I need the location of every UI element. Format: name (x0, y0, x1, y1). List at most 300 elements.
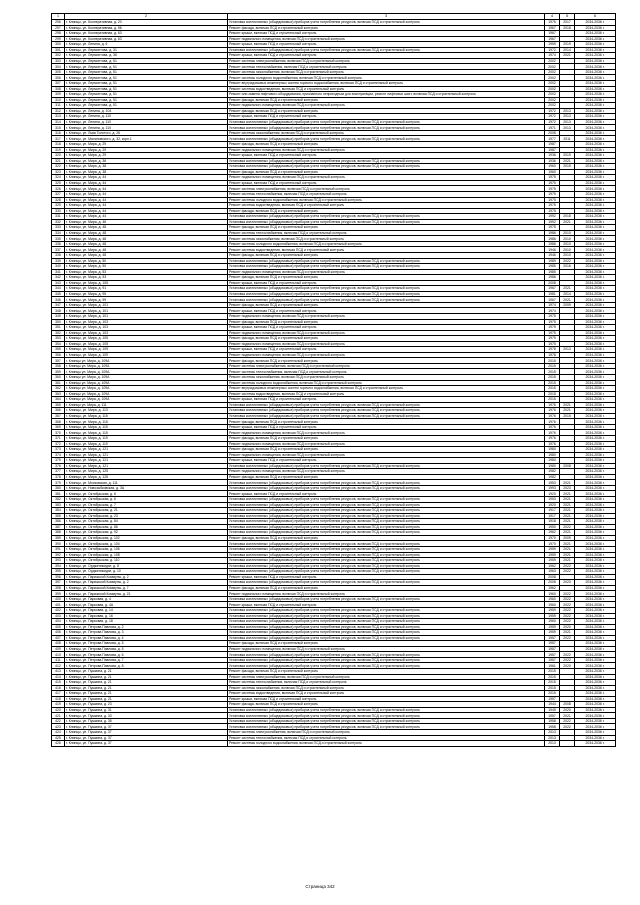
build-year-cell: 1958 (545, 718, 560, 724)
work-type-cell: Установка коллективных (общедомовых) приборов учета потребления ресурсов, включая ПСД и строительный контроль (228, 47, 545, 53)
row-number: 366 (52, 408, 65, 414)
work-type-cell: Установка коллективных (общедомовых) приборов учета потребления ресурсов, включая ПСД и строительный контроль (228, 164, 545, 170)
planned-period-cell: 2034-2036 г. (575, 280, 616, 286)
work-type-cell: Ремонт системы теплоснабжения, включая ПСД и строительный контроль (228, 735, 545, 741)
last-repair-year-cell: 2021 (560, 480, 575, 486)
work-type-cell: Установка коллективных (общедомовых) приборов учета потребления ресурсов, включая ПСД и строительный контроль (228, 497, 545, 503)
planned-period-cell: 2034-2036 г. (575, 680, 616, 686)
work-type-cell: Ремонт фасада, включая ПСД и строительный контроль (228, 302, 545, 308)
build-year-cell: 1959 (545, 546, 560, 552)
planned-period-cell: 2034-2036 г. (575, 741, 616, 747)
planned-period-cell: 2034-2036 г. (575, 563, 616, 569)
build-year-cell: 1972 (545, 114, 560, 120)
work-type-cell: Ремонт крыши, включая ПСД и строительный контроль (228, 42, 545, 48)
last-repair-year-cell: 2018 (560, 214, 575, 220)
row-number: 330 (52, 208, 65, 214)
build-year-cell: 1971 (545, 125, 560, 131)
build-year-cell: 1972 (545, 108, 560, 114)
row-number: 338 (52, 252, 65, 258)
last-repair-year-cell: 2021 (560, 297, 575, 303)
work-type-cell: Ремонт системы газоснабжения, включая ПСД и строительный контроль (228, 236, 545, 242)
address-cell: г. Клинцы, ул. Мира, д. 101 (65, 313, 228, 319)
address-cell: г. Клинцы, ул. Октябрьская, д. 23 (65, 513, 228, 519)
work-type-cell: Ремонт подвального помещения, включая ПСД и строительный контроль (228, 175, 545, 181)
work-type-cell: Ремонт системы водоотведения, включая ПСД и строительный контроль (228, 691, 545, 697)
build-year-cell: 1976 (545, 430, 560, 436)
work-type-cell: Установка коллективных (общедомовых) приборов учета потребления ресурсов, включая ПСД и строительный контроль (228, 619, 545, 625)
work-type-cell: Ремонт крыши, включая ПСД и строительный контроль (228, 53, 545, 59)
build-year-cell: 1974 (545, 308, 560, 314)
last-repair-year-cell: 2022 (560, 602, 575, 608)
row-number: 409 (52, 646, 65, 652)
work-type-cell: Установка коллективных (общедомовых) приборов учета потребления ресурсов, включая ПСД и строительный контроль (228, 480, 545, 486)
build-year-cell: 2015 (545, 397, 560, 403)
address-cell: г. Клинцы, ул. Мира, д. 109 (65, 352, 228, 358)
work-type-cell: Ремонт подвального помещения, включая ПСД и строительный контроль (228, 103, 545, 109)
row-number: 345 (52, 291, 65, 297)
address-cell: г. Клинцы, ул. Мира, д. 38 (65, 169, 228, 175)
address-cell: г. Клинцы, ул. Мира, д. 48 (65, 252, 228, 258)
work-type-cell: Установка коллективных (общедомовых) приборов учета потребления ресурсов, включая ПСД и строительный контроль (228, 158, 545, 164)
planned-period-cell: 2034-2036 г. (575, 319, 616, 325)
work-type-cell: Установка коллективных (общедомовых) приборов учета потребления ресурсов, включая ПСД и строительный контроль (228, 125, 545, 131)
row-number: 337 (52, 247, 65, 253)
work-type-cell: Ремонт системы электроснабжения, включая ПСД и строительный контроль (228, 730, 545, 736)
row-number: 344 (52, 286, 65, 292)
build-year-cell: 1946 (545, 247, 560, 253)
build-year-cell: 1986 (545, 236, 560, 242)
row-number: 323 (52, 169, 65, 175)
work-type-cell: Ремонт подвального помещения, включая ПСД и строительный контроль (228, 591, 545, 597)
address-cell: г. Клинцы, ул. Кооперативная, д. 63 (65, 36, 228, 42)
planned-period-cell: 2034-2036 г. (575, 668, 616, 674)
planned-period-cell: 2034-2036 г. (575, 463, 616, 469)
planned-period-cell: 2034-2036 г. (575, 558, 616, 564)
work-type-cell: Ремонт фасада, включая ПСД и строительный контроль (228, 436, 545, 442)
last-repair-year-cell: 2021 (560, 497, 575, 503)
planned-period-cell: 2034-2036 г. (575, 541, 616, 547)
build-year-cell: 1957 (545, 641, 560, 647)
address-cell: г. Клинцы ул. Мира, д. 109А (65, 363, 228, 369)
work-type-cell: Установка коллективных (общедомовых) приборов учета потребления ресурсов, включая ПСД и строительный контроль (228, 552, 545, 558)
work-type-cell: Установка коллективных (общедомовых) приборов учета потребления ресурсов, включая ПСД и строительный контроль (228, 541, 545, 547)
planned-period-cell: 2034-2036 г. (575, 569, 616, 575)
planned-period-cell: 2034-2036 г. (575, 519, 616, 525)
work-type-cell: Ремонт системы газоснабжения, включая ПСД и строительный контроль (228, 375, 545, 381)
row-number: 339 (52, 258, 65, 264)
row-number: 340 (52, 264, 65, 270)
planned-period-cell: 2034-2036 г. (575, 341, 616, 347)
planned-period-cell: 2034-2036 г. (575, 258, 616, 264)
build-year-cell: 1949 (545, 707, 560, 713)
address-cell: г. Клинцы, ул. Мира, д. 44 (65, 197, 228, 203)
last-repair-year-cell: 2020 (560, 624, 575, 630)
work-type-cell: Установка коллективных (общедомовых) приборов учета потребления ресурсов, включая ПСД и строительный контроль (228, 119, 545, 125)
planned-period-cell: 2034-2036 г. (575, 375, 616, 381)
last-repair-year-cell: 2021 (560, 530, 575, 536)
work-type-cell: Ремонт системы теплоснабжения, включая ПСД и строительный контроль (228, 680, 545, 686)
address-cell: г. Клинцы, ул. Октябрьская, д. 84 (65, 519, 228, 525)
planned-period-cell: 2034-2036 г. (575, 502, 616, 508)
work-type-cell: Ремонт фасада, включая ПСД и строительный контроль (228, 97, 545, 103)
work-type-cell: Установка коллективных (общедомовых) приборов учета потребления ресурсов, включая ПСД и строительный контроль (228, 291, 545, 297)
work-type-cell: Ремонт подвального помещения, включая ПСД и строительный контроль (228, 269, 545, 275)
build-year-cell: 1993 (545, 485, 560, 491)
row-number: 352 (52, 330, 65, 336)
last-repair-year-cell: 2010 (560, 247, 575, 253)
work-type-cell: Ремонт системы электроснабжения, включая ПСД и строительный контроль (228, 186, 545, 192)
build-year-cell: 2015 (545, 386, 560, 392)
row-number: 390 (52, 541, 65, 547)
build-year-cell: 1992 (545, 214, 560, 220)
last-repair-year-cell (560, 741, 575, 747)
address-cell: г. Клинцы, ул. Ленина, д. 110 (65, 114, 228, 120)
address-cell: г. Клинцы, ул. Мира, д. 121 (65, 463, 228, 469)
row-number: 348 (52, 308, 65, 314)
row-number: 408 (52, 641, 65, 647)
build-year-cell: 1974 (545, 53, 560, 59)
work-type-cell: Установка коллективных (общедомовых) приборов учета потребления ресурсов, включая ПСД и строительный контроль (228, 624, 545, 630)
address-cell: г. Клинцы ул. Мира, д. 109А (65, 369, 228, 375)
row-number: 426 (52, 741, 65, 747)
address-cell: г. Клинцы, ул. Октябрьская, д. 86 (65, 524, 228, 530)
planned-period-cell: 2034-2036 г. (575, 208, 616, 214)
planned-period-cell: 2034-2036 г. (575, 657, 616, 663)
build-year-cell: 1982 (545, 474, 560, 480)
build-year-cell: 1975 (545, 191, 560, 197)
work-type-cell: Ремонт фасада, включая ПСД и строительный контроль (228, 208, 545, 214)
address-cell: г. Клинцы, ул. Малиновского, д. 32, корп.1 (65, 136, 228, 142)
last-repair-year-cell: 2019 (560, 153, 575, 159)
build-year-cell: 1957 (545, 635, 560, 641)
work-type-cell: Ремонт фасада, включая ПСД и строительный контроль (228, 169, 545, 175)
planned-period-cell: 2034-2036 г. (575, 635, 616, 641)
row-number: 335 (52, 236, 65, 242)
build-year-cell: 2015 (545, 363, 560, 369)
row-number: 326 (52, 186, 65, 192)
planned-period-cell: 2034-2036 г. (575, 413, 616, 419)
work-type-cell: Ремонт системы водоотведения, включая ПСД и строительный контроль (228, 203, 545, 209)
address-cell: г. Клинцы, ул. Кооперативная, д. 20 (65, 20, 228, 26)
planned-period-cell: 2034-2036 г. (575, 169, 616, 175)
planned-period-cell: 2034-2036 г. (575, 691, 616, 697)
work-type-cell: Установка коллективных (общедомовых) приборов учета потребления ресурсов, включая ПСД и строительный контроль (228, 657, 545, 663)
build-year-cell: 1989 (545, 258, 560, 264)
address-cell: г. Клинцы, ул. Пушкина, д. 37 (65, 741, 228, 747)
work-type-cell: Установка коллективных (общедомовых) приборов учета потребления ресурсов, включая ПСД и строительный контроль (228, 413, 545, 419)
address-cell: г. Клинцы, ул. Ленина, д. 110 (65, 125, 228, 131)
address-cell: г. Клинцы, ул. Мира, д. 50 (65, 264, 228, 270)
build-year-cell: 1959 (545, 607, 560, 613)
row-number: 309 (52, 92, 65, 98)
row-number: 410 (52, 652, 65, 658)
row-number: 304 (52, 64, 65, 70)
row-number: 308 (52, 86, 65, 92)
row-number: 346 (52, 297, 65, 303)
address-cell: г. Клинцы, ул. Ленина, д. 6 (65, 42, 228, 48)
planned-period-cell: 2034-2036 г. (575, 535, 616, 541)
address-cell: г. Клинцы, ул. Мира, д. 50 (65, 258, 228, 264)
build-year-cell: 1980 (545, 447, 560, 453)
planned-period-cell: 2034-2036 г. (575, 325, 616, 331)
row-number: 334 (52, 230, 65, 236)
planned-period-cell: 2034-2036 г. (575, 336, 616, 342)
build-year-cell: 1986 (545, 241, 560, 247)
planned-period-cell: 2034-2036 г. (575, 607, 616, 613)
last-repair-year-cell: 2011 (560, 136, 575, 142)
row-number: 347 (52, 302, 65, 308)
build-year-cell: 2015 (545, 680, 560, 686)
build-year-cell: 1981 (545, 291, 560, 297)
planned-period-cell: 2034-2036 г. (575, 241, 616, 247)
last-repair-year-cell: 2022 (560, 596, 575, 602)
work-type-cell: Ремонт фасада, включая ПСД и строительный контроль (228, 474, 545, 480)
work-type-cell: Установка коллективных (общедомовых) приборов учета потребления ресурсов, включая ПСД и строительный контроль (228, 519, 545, 525)
last-repair-year-cell: 2017 (560, 20, 575, 26)
address-cell: г. Клинцы, ул. Льва Толстого, д. 26 (65, 130, 228, 136)
address-cell: г. Клинцы, ул. Пушкина, д. 37 (65, 724, 228, 730)
planned-period-cell: 2034-2036 г. (575, 724, 616, 730)
work-type-cell: Ремонт подвального помещения, включая ПСД и строительный контроль (228, 147, 545, 153)
address-cell: г. Клинцы, ул. Пушкина, д. 31 (65, 707, 228, 713)
planned-period-cell: 2034-2036 г. (575, 86, 616, 92)
row-number: 321 (52, 158, 65, 164)
planned-period-cell: 2034-2036 г. (575, 92, 616, 98)
row-number: 425 (52, 735, 65, 741)
work-type-cell: Ремонт подвального помещения, включая ПСД и строительный контроль (228, 441, 545, 447)
work-type-cell: Установка коллективных (общедомовых) приборов учета потребления ресурсов, включая ПСД и строительный контроль (228, 286, 545, 292)
build-year-cell: 1986 (545, 275, 560, 281)
build-year-cell: 2013 (545, 730, 560, 736)
planned-period-cell: 2034-2036 г. (575, 402, 616, 408)
planned-period-cell: 2034-2036 г. (575, 158, 616, 164)
work-type-cell: Ремонт крыши, включая ПСД и строительный контроль (228, 308, 545, 314)
planned-period-cell: 2034-2036 г. (575, 707, 616, 713)
planned-period-cell: 2034-2036 г. (575, 186, 616, 192)
planned-period-cell: 2034-2036 г. (575, 652, 616, 658)
work-type-cell: Установка коллективных (общедомовых) приборов учета потребления ресурсов, включая ПСД и строительный контроль (228, 546, 545, 552)
table-row (52, 741, 616, 747)
work-type-cell: Ремонт внутридомовых инженерных систем горячего водоснабжения, включая ПСД и строительный контроль (228, 81, 545, 87)
build-year-cell: 1967 (545, 25, 560, 31)
address-cell: г. Клинцы, ул. Пушкина, д. 35 (65, 718, 228, 724)
planned-period-cell: 2034-2036 г. (575, 591, 616, 597)
address-cell: г. Клинцы, ул. Мира, д. 36 (65, 158, 228, 164)
planned-period-cell: 2034-2036 г. (575, 685, 616, 691)
planned-period-cell: 2034-2036 г. (575, 114, 616, 120)
address-cell: г. Клинцы, ул. Мира, д. 101 (65, 302, 228, 308)
column-number: 4 (545, 14, 560, 20)
address-cell: г. Клинцы, ул. Мира, д. 119 (65, 441, 228, 447)
work-type-cell: Установка коллективных (общедомовых) приборов учета потребления ресурсов, включая ПСД и строительный контроль (228, 136, 545, 142)
build-year-cell: 1975 (545, 203, 560, 209)
build-year-cell: 1960 (545, 596, 560, 602)
address-cell: г. Клинцы, ул. Октябрьская, д. 110 (65, 558, 228, 564)
address-cell: г. Клинцы, ул. Парижской Коммуны, д. 2 (65, 574, 228, 580)
build-year-cell: 1980 (545, 452, 560, 458)
build-year-cell: 1980 (545, 463, 560, 469)
work-type-cell: Ремонт системы газоснабжения, включая ПСД и строительный контроль (228, 69, 545, 75)
planned-period-cell: 2034-2036 г. (575, 358, 616, 364)
row-number: 313 (52, 114, 65, 120)
row-number: 412 (52, 663, 65, 669)
planned-period-cell: 2034-2036 г. (575, 225, 616, 231)
address-cell: г. Клинцы, ул. Лермонтова, д. 36 (65, 53, 228, 59)
work-type-cell: Установка коллективных (общедомовых) приборов учета потребления ресурсов, включая ПСД и строительный контроль (228, 635, 545, 641)
work-type-cell: Установка коллективных (общедомовых) приборов учета потребления ресурсов, включая ПСД и строительный контроль (228, 258, 545, 264)
work-type-cell: Ремонт системы холодного водоснабжения, включая ПСД и строительный контроль (228, 380, 545, 386)
row-number: 396 (52, 574, 65, 580)
planned-period-cell: 2034-2036 г. (575, 447, 616, 453)
build-year-cell: 2015 (545, 391, 560, 397)
last-repair-year-cell: 2015 (560, 413, 575, 419)
planned-period-cell: 2034-2036 г. (575, 619, 616, 625)
planned-period-cell: 2034-2036 г. (575, 491, 616, 497)
planned-period-cell: 2034-2036 г. (575, 142, 616, 148)
last-repair-year-cell: 2022 (560, 652, 575, 658)
row-number: 368 (52, 419, 65, 425)
row-number: 377 (52, 469, 65, 475)
row-number: 312 (52, 108, 65, 114)
build-year-cell: 1970 (545, 541, 560, 547)
build-year-cell: 1917 (545, 513, 560, 519)
planned-period-cell: 2034-2036 г. (575, 47, 616, 53)
last-repair-year-cell: 2021 (560, 558, 575, 564)
work-type-cell: Установка коллективных (общедомовых) приборов учета потребления ресурсов, включая ПСД и строительный контроль (228, 214, 545, 220)
planned-period-cell: 2034-2036 г. (575, 419, 616, 425)
address-cell: г. Клинцы, ул. Мира, д. 119 (65, 436, 228, 442)
build-year-cell: 2008 (545, 130, 560, 136)
last-repair-year-cell: 2021 (560, 552, 575, 558)
work-type-cell: Ремонт системы холодного водоснабжения, включая ПСД и строительный контроль (228, 241, 545, 247)
last-repair-year-cell: 2013 (560, 125, 575, 131)
address-cell: г. Клинцы, ул. Ленина, д. 104 (65, 108, 228, 114)
last-repair-year-cell: 2021 (560, 508, 575, 514)
last-repair-year-cell: 2022 (560, 619, 575, 625)
last-repair-year-cell: 2013 (560, 347, 575, 353)
address-cell: г. Клинцы, ул. Мира, д. 115 (65, 430, 228, 436)
planned-period-cell: 2034-2036 г. (575, 497, 616, 503)
row-number: 351 (52, 325, 65, 331)
build-year-cell: 1975 (545, 208, 560, 214)
planned-period-cell: 2034-2036 г. (575, 203, 616, 209)
column-number: 2 (65, 14, 228, 20)
last-repair-year-cell: 2009 (560, 535, 575, 541)
work-type-cell: Ремонт или замена лифтового оборудования, признанного непригодным для эксплуатации, ремонт лифтовых шахт, включая ПСД и строительный контроль (228, 92, 545, 98)
address-cell: г. Клинцы, ул. Пушкина, д. 21 (65, 685, 228, 691)
address-cell: г. Клинцы, ул. Октябрьская, д. 108 (65, 552, 228, 558)
work-type-cell: Ремонт фасада, включая ПСД и строительный контроль (228, 419, 545, 425)
planned-period-cell: 2034-2036 г. (575, 31, 616, 37)
planned-period-cell: 2034-2036 г. (575, 97, 616, 103)
planned-period-cell: 2034-2036 г. (575, 469, 616, 475)
address-cell: г. Клинцы, ул. Мира, д. 29 (65, 153, 228, 159)
address-cell: г. Клинцы, ул. Петрова Павлова, д. 4 (65, 635, 228, 641)
row-number: 404 (52, 619, 65, 625)
work-type-cell: Ремонт фасада, включая ПСД и строительный контроль (228, 585, 545, 591)
last-repair-year-cell: 2010 (560, 230, 575, 236)
work-type-cell: Установка коллективных (общедомовых) приборов учета потребления ресурсов, включая ПСД и строительный контроль (228, 530, 545, 536)
address-cell: г. Клинцы, ул. Мира, д. 44 (65, 214, 228, 220)
last-repair-year-cell: 2020 (560, 663, 575, 669)
build-year-cell: 1967 (545, 297, 560, 303)
row-number: 356 (52, 352, 65, 358)
planned-period-cell: 2034-2036 г. (575, 436, 616, 442)
planned-period-cell: 2034-2036 г. (575, 546, 616, 552)
work-type-cell: Ремонт крыши, включая ПСД и строительный контроль (228, 180, 545, 186)
build-year-cell: 1957 (545, 646, 560, 652)
planned-period-cell: 2034-2036 г. (575, 264, 616, 270)
planned-period-cell: 2034-2036 г. (575, 230, 616, 236)
address-cell: г. Клинцы, ул. Пушкина, д. 21 (65, 691, 228, 697)
build-year-cell: 1975 (545, 319, 560, 325)
address-cell: г. Клинцы, ул. Лермонтова, д. 51 (65, 75, 228, 81)
planned-period-cell: 2034-2036 г. (575, 330, 616, 336)
row-number: 303 (52, 58, 65, 64)
work-type-cell: Ремонт подвального помещения, включая ПСД и строительный контроль (228, 330, 545, 336)
work-type-cell: Установка коллективных (общедомовых) приборов учета потребления ресурсов, включая ПСД и строительный контроль (228, 402, 545, 408)
planned-period-cell: 2034-2036 г. (575, 275, 616, 281)
address-cell: г. Клинцы, ул. Пушкина, д. 21 (65, 668, 228, 674)
planned-period-cell: 2034-2036 г. (575, 153, 616, 159)
last-repair-year-cell: 2015 (560, 164, 575, 170)
row-number: 358 (52, 363, 65, 369)
last-repair-year-cell: 2008 (560, 702, 575, 708)
last-repair-year-cell: 2010 (560, 241, 575, 247)
row-number: 397 (52, 580, 65, 586)
address-cell: г. Клинцы, ул. Мира, д. 95 (65, 291, 228, 297)
address-cell: г. Клинцы ул. Мира, д. 109А (65, 386, 228, 392)
address-cell: г. Клинцы, ул. Мира, д. 38 (65, 164, 228, 170)
address-cell: г. Клинцы, ул. Мира, д. 46 (65, 219, 228, 225)
row-number: 301 (52, 47, 65, 53)
build-year-cell: 1960 (545, 169, 560, 175)
planned-period-cell: 2034-2036 г. (575, 75, 616, 81)
build-year-cell: 1957 (545, 713, 560, 719)
build-year-cell: 1976 (545, 413, 560, 419)
build-year-cell: 1959 (545, 613, 560, 619)
row-number: 387 (52, 524, 65, 530)
planned-period-cell: 2034-2036 г. (575, 508, 616, 514)
build-year-cell: 1961 (545, 663, 560, 669)
build-year-cell: 1917 (545, 508, 560, 514)
work-type-cell: Ремонт системы электроснабжения, включая ПСД и строительный контроль (228, 58, 545, 64)
work-type-cell: Установка коллективных (общедомовых) приборов учета потребления ресурсов, включая ПСД и строительный контроль (228, 264, 545, 270)
address-cell: г. Клинцы, ул. Мира, д. 44 (65, 203, 228, 209)
work-type-cell: Ремонт системы газоснабжения, включая ПСД и строительный контроль (228, 685, 545, 691)
address-cell: г. Клинцы, ул. Октябрьская, д. 102 (65, 535, 228, 541)
build-year-cell: 1953 (545, 480, 560, 486)
build-year-cell: 1976 (545, 436, 560, 442)
address-cell: г. Клинцы, ул. Парковая, д. 14 (65, 607, 228, 613)
planned-period-cell: 2034-2036 г. (575, 347, 616, 353)
address-cell: г. Клинцы, ул. Мира, д. 105 (65, 336, 228, 342)
address-cell: г. Клинцы, ул. Новозыбковская, д. 3А (65, 485, 228, 491)
address-cell: г. Клинцы, ул. Мира, д. 115 (65, 413, 228, 419)
build-year-cell: 1976 (545, 408, 560, 414)
work-type-cell: Ремонт фасада, включая ПСД и строительный контроль (228, 108, 545, 114)
row-number: 332 (52, 219, 65, 225)
build-year-cell: 1975 (545, 186, 560, 192)
last-repair-year-cell: 2009 (560, 302, 575, 308)
row-number: 324 (52, 175, 65, 181)
build-year-cell: 1967 (545, 286, 560, 292)
last-repair-year-cell: 2008 (560, 463, 575, 469)
planned-period-cell: 2034-2036 г. (575, 474, 616, 480)
row-number: 382 (52, 497, 65, 503)
address-cell: г. Клинцы ул. Мира, д. 109А (65, 380, 228, 386)
row-number: 318 (52, 142, 65, 148)
